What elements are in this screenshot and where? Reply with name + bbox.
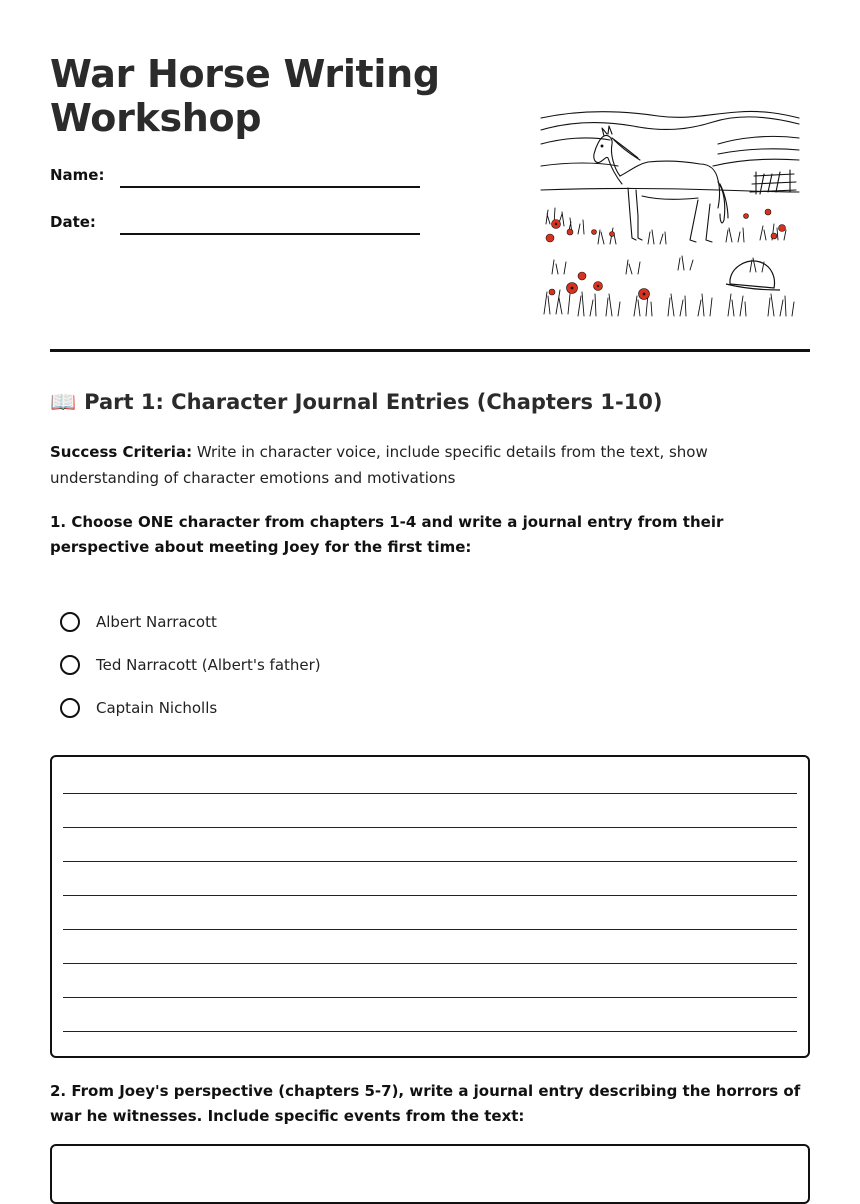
- journal-answer-box-2[interactable]: [50, 1144, 810, 1204]
- radio-button[interactable]: [60, 655, 80, 675]
- part1-heading: [50, 390, 663, 415]
- writing-line: [63, 895, 797, 896]
- journal-answer-box-1[interactable]: [50, 755, 810, 1058]
- writing-line: [63, 963, 797, 964]
- date-field[interactable]: [50, 213, 420, 237]
- option-label: Albert Narracott: [96, 612, 217, 631]
- option-albert[interactable]: [60, 600, 321, 643]
- page-title: War Horse Writing Workshop: [50, 52, 440, 140]
- writing-line: [63, 861, 797, 862]
- horse-in-poppy-field-illustration: [538, 104, 802, 322]
- name-write-line[interactable]: [120, 186, 420, 188]
- writing-line: [63, 827, 797, 828]
- success-criteria-text: Write in character voice, include specific details from the text, show understanding of character emotions and motivations: [50, 443, 708, 487]
- writing-line: [63, 1031, 797, 1032]
- name-label: Name:: [50, 166, 105, 184]
- radio-button[interactable]: [60, 698, 80, 718]
- open-book-icon: 📖: [50, 390, 77, 414]
- success-criteria: [50, 439, 810, 491]
- question-1: 1. Choose ONE character from chapters 1-4 and write a journal entry from their perspective about meeting Joey for the first time:: [50, 513, 724, 556]
- option-ted[interactable]: [60, 643, 321, 686]
- date-write-line[interactable]: [120, 233, 420, 235]
- header-divider: [50, 349, 810, 352]
- option-nicholls[interactable]: [60, 686, 321, 729]
- name-field[interactable]: [50, 166, 420, 190]
- part1-heading-text: Part 1: Character Journal Entries (Chapters 1-10): [84, 390, 663, 414]
- character-options: [60, 600, 321, 729]
- option-label: Ted Narracott (Albert's father): [96, 655, 321, 674]
- writing-line: [63, 793, 797, 794]
- date-label: Date:: [50, 213, 96, 231]
- writing-line: [63, 997, 797, 998]
- writing-line: [63, 929, 797, 930]
- option-label: Captain Nicholls: [96, 698, 218, 717]
- radio-button[interactable]: [60, 612, 80, 632]
- success-criteria-label: Success Criteria:: [50, 443, 193, 461]
- question-2: 2. From Joey's perspective (chapters 5-7), write a journal entry describing the horrors of war he witnesses. Include specific events from the text:: [50, 1082, 801, 1125]
